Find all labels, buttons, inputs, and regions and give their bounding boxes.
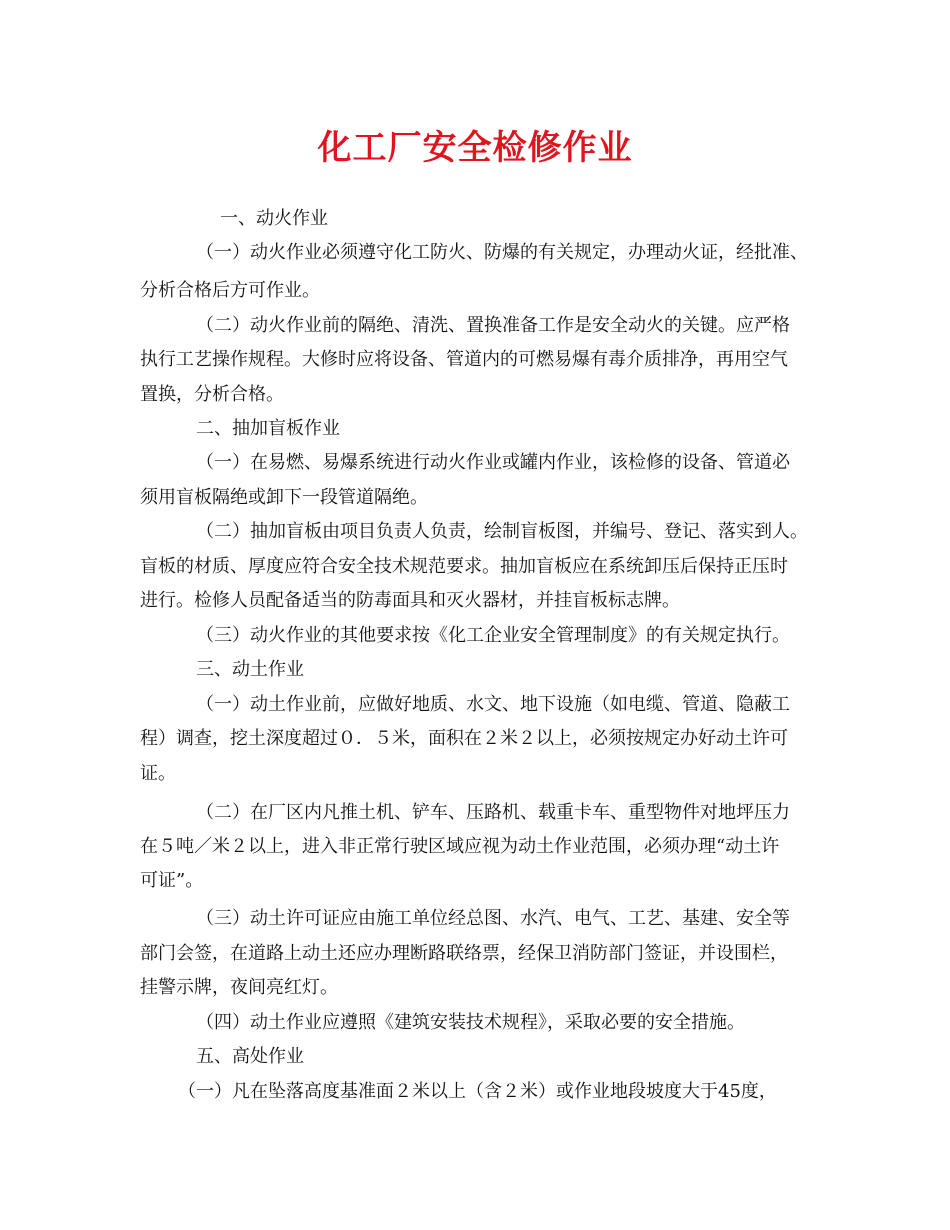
paragraph-line: 盲板的材质、厚度应符合安全技术规范要求。抽加盲板应在系统卸压后保持正压时 — [140, 556, 788, 577]
paragraph-line: 在５吨／米２以上，进入非正常行驶区域应视为动土作业范围，必须办理“动土许 — [140, 836, 780, 857]
paragraph-line: （三）动火作业的其他要求按《化工企业安全管理制度》的有关规定执行。 — [196, 625, 790, 646]
paragraph-line: 挂警示牌，夜间亮红灯。 — [140, 977, 338, 998]
paragraph-line: （一）在易燃、易爆系统进行动火作业或罐内作业，该检修的设备、管道必 — [196, 452, 790, 473]
paragraph-line: 进行。检修人员配备适当的防毒面具和灭火器材，并挂盲板标志牌。 — [140, 590, 680, 611]
paragraph-line: （一）动火作业必须遵守化工防火、防爆的有关规定，办理动火证，经批准、 — [196, 242, 808, 263]
section-heading-earthwork: 三、动土作业 — [196, 659, 304, 680]
paragraph-line: 程）调查，挖土深度超过０．５米，面积在２米２以上，必须按规定办好动土许可 — [140, 728, 788, 749]
paragraph-line: （四）动土作业应遵照《建筑安装技术规程》，采取必要的安全措施。 — [196, 1012, 745, 1033]
paragraph-line: 部门会签，在道路上动土还应办理断路联络票，经保卫消防部门签证，并设围栏， — [140, 943, 788, 964]
paragraph-line: 须用盲板隔绝或卸下一段管道隔绝。 — [140, 487, 428, 508]
paragraph-line: 执行工艺操作规程。大修时应将设备、管道内的可燃易爆有毒介质排净，再用空气 — [140, 349, 788, 370]
document-title: 化工厂安全检修作业 — [317, 128, 633, 168]
paragraph-line: （三）动土许可证应由施工单位经总图、水汽、电气、工艺、基建、安全等 — [196, 908, 790, 929]
section-heading-work-at-height: 五、高处作业 — [196, 1046, 304, 1067]
paragraph-line: 证。 — [140, 763, 176, 784]
paragraph-line: （二）抽加盲板由项目负责人负责，绘制盲板图，并编号、登记、落实到人。 — [196, 521, 808, 542]
paragraph-line: （二）动火作业前的隔绝、清洗、置换准备工作是安全动火的关键。应严格 — [196, 315, 790, 336]
paragraph-line: （二）在厂区内凡推土机、铲车、压路机、载重卡车、重型物件对地坪压力 — [196, 802, 790, 823]
paragraph-line: 置换，分析合格。 — [140, 384, 284, 405]
section-heading-hot-work: 一、动火作业 — [220, 208, 328, 229]
paragraph-line: 分析合格后方可作业。 — [140, 280, 320, 301]
section-heading-blind-plate: 二、抽加盲板作业 — [196, 418, 340, 439]
paragraph-line: 可证”。 — [140, 870, 204, 891]
paragraph-line: （一）动土作业前，应做好地质、水文、地下设施（如电缆、管道、隐蔽工 — [196, 694, 790, 715]
paragraph-line: （一）凡在坠落高度基准面２米以上（含２米）或作业地段坡度大于45度， — [178, 1081, 777, 1102]
